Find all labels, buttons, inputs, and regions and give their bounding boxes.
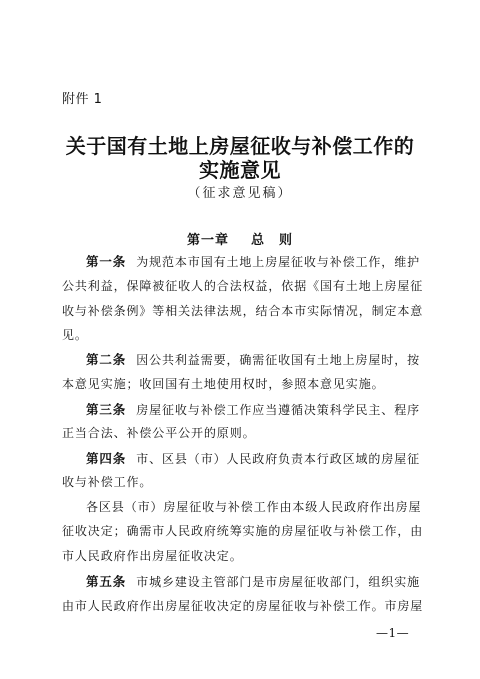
article-line: 各区县（市）房屋征收与补偿工作由本级人民政府作出房屋 [86, 500, 422, 514]
article-line: 第三条 房屋征收与补偿工作应当遵循决策科学民主、程序 [86, 402, 421, 417]
article-line: 第二条 因公共利益需要，确需征收国有土地上房屋时，按 [86, 352, 421, 367]
attachment-label: 附件 1 [62, 92, 103, 107]
article-label: 第五条 [86, 574, 127, 589]
document-subtitle: （征求意见稿） [187, 186, 293, 201]
article-line: 正当合法、补偿公平公开的原则。 [62, 426, 256, 440]
article-line: 第四条 市、区县（市）人民政府负责本行政区域的房屋征 [86, 451, 421, 466]
article-line: 公共利益，保障被征收人的合法权益，依据《国有土地上房屋征 [62, 279, 424, 293]
article-line: 征收决定；确需市人民政府统筹实施的房屋征收与补偿工作，由 [62, 524, 424, 538]
article-line: 第一条 为规范本市国有土地上房屋征收与补偿工作，维护 [86, 254, 421, 269]
article-label: 第一条 [86, 254, 127, 269]
article-line: 收与补偿条例》等相关法律法规，结合本市实际情况，制定本意 [62, 304, 424, 318]
article-line: 第五条 市城乡建设主管部门是市房屋征收部门，组织实施 [86, 574, 421, 589]
chapter-name: 总 则 [251, 233, 294, 248]
article-label: 第三条 [86, 402, 127, 417]
document-title-line-2: 实施意见 [199, 158, 281, 182]
article-line: 本意见实施；收回国有土地使用权时，参照本意见实施。 [62, 377, 385, 391]
article-line: 市人民政府作出房屋征收决定。 [62, 549, 243, 563]
chapter-heading [0, 229, 480, 248]
article-line: 见。 [62, 328, 88, 342]
page-number: —1— [376, 626, 410, 640]
article-line: 由市人民政府作出房屋征收决定的房屋征收与补偿工作。市房屋 [62, 599, 424, 613]
article-label: 第二条 [86, 352, 127, 367]
document-title-line-1: 关于国有土地上房屋征收与补偿工作的 [65, 134, 415, 158]
article-line: 收与补偿工作。 [62, 475, 153, 489]
article-label: 第四条 [86, 451, 127, 466]
chapter-number: 第一章 [186, 233, 229, 248]
